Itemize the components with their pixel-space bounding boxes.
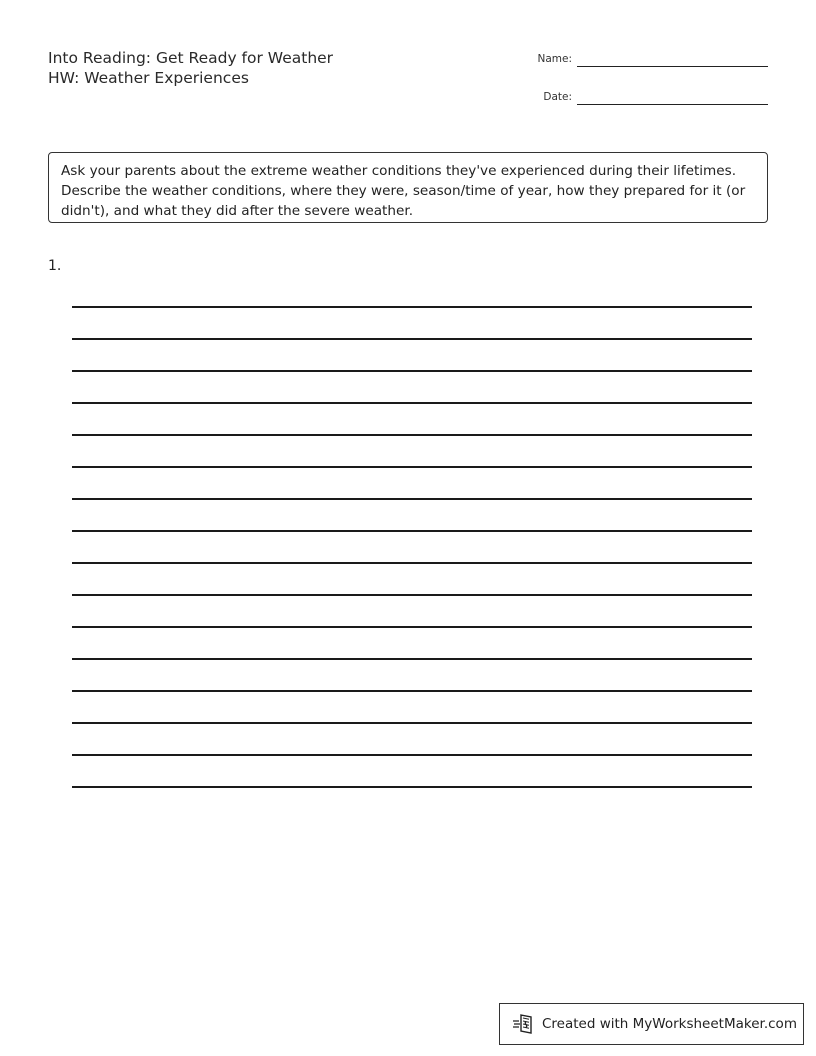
instructions-text: Ask your parents about the extreme weather conditions they've experienced during their lifetimes. Describe the weather conditions, where they were, season/time of year, how they prepared for it (or didn't), and what they did after the severe weather. xyxy=(61,163,746,219)
answer-line[interactable] xyxy=(72,786,752,788)
footer-badge[interactable] xyxy=(499,1003,804,1045)
name-field[interactable] xyxy=(577,66,768,67)
answer-line[interactable] xyxy=(72,434,752,436)
answer-line[interactable] xyxy=(72,402,752,404)
question-number: 1. xyxy=(48,258,62,274)
answer-line[interactable] xyxy=(72,690,752,692)
answer-line[interactable] xyxy=(72,562,752,564)
answer-line[interactable] xyxy=(72,466,752,468)
answer-line[interactable] xyxy=(72,754,752,756)
answer-line[interactable] xyxy=(72,530,752,532)
worksheet-title-block xyxy=(48,48,333,88)
answer-line[interactable] xyxy=(72,722,752,724)
answer-line[interactable] xyxy=(72,498,752,500)
date-label: Date: xyxy=(543,91,572,103)
date-field[interactable] xyxy=(577,104,768,105)
worksheet-title: Into Reading: Get Ready for Weather xyxy=(48,49,334,67)
answer-line[interactable] xyxy=(72,306,752,308)
name-field-row xyxy=(520,47,768,67)
answer-line[interactable] xyxy=(72,594,752,596)
instructions-box xyxy=(48,152,768,223)
answer-line[interactable] xyxy=(72,338,752,340)
answer-line[interactable] xyxy=(72,370,752,372)
name-label: Name: xyxy=(537,53,572,65)
answer-line[interactable] xyxy=(72,658,752,660)
worksheet-subtitle: HW: Weather Experiences xyxy=(48,69,249,87)
worksheet-maker-logo-icon xyxy=(512,1012,536,1036)
footer-credit-text: Created with MyWorksheetMaker.com xyxy=(542,1016,797,1032)
date-field-row xyxy=(520,85,768,105)
answer-line[interactable] xyxy=(72,626,752,628)
